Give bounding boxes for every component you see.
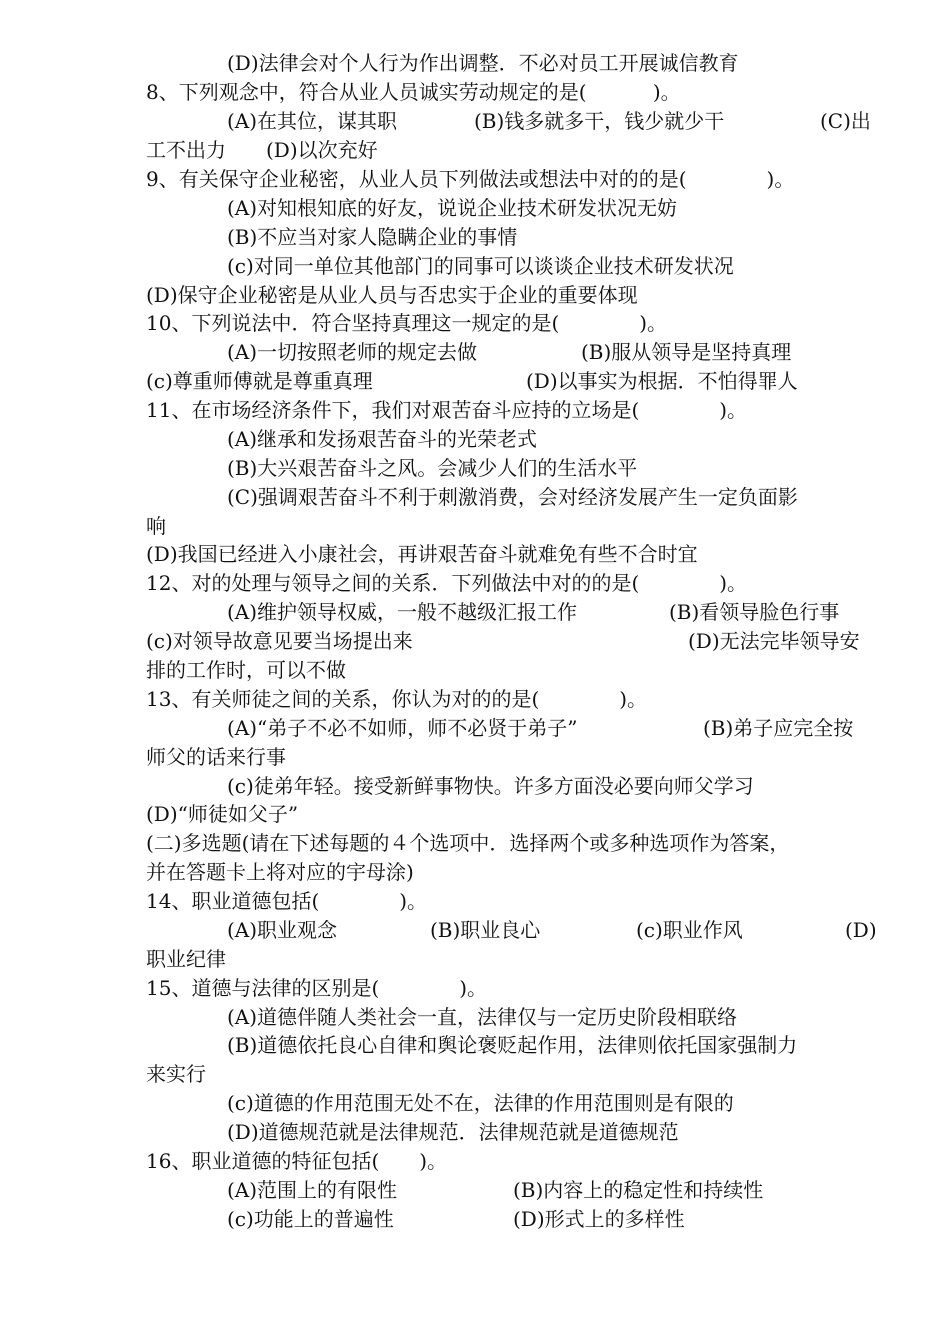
q14-stem: 14、职业道德包括( )。 — [146, 889, 428, 913]
q10-option-b: (B)服从领导是坚持真理 — [581, 340, 792, 364]
q8-option-a: (A)在其位，谋其职 — [227, 109, 398, 133]
q8-option-b: (B)钱多就多干，钱少就少干 — [474, 109, 725, 133]
q16-option-d: (D)形式上的多样性 — [513, 1207, 685, 1231]
q9-option-d: (D)保守企业秘密是从业人员与否忠实于企业的重要体现 — [146, 283, 638, 307]
q14-option-d: (D) — [845, 918, 877, 942]
q11-option-c-cont: 响 — [146, 514, 166, 538]
q8-stem: 8、下列观念中，符合从业人员诚实劳动规定的是( )。 — [146, 80, 681, 104]
q16-option-c: (c)功能上的普遍性 — [227, 1207, 394, 1231]
q13-option-c: (c)徒弟年轻。接受新鲜事物快。许多方面没必要向师父学习 — [227, 774, 754, 798]
q9-option-b: (B)不应当对家人隐瞒企业的事情 — [227, 225, 518, 249]
q15-stem: 15、道德与法律的区别是( )。 — [146, 976, 488, 1000]
q10-option-d: (D)以事实为根据．不怕得罪人 — [526, 369, 798, 393]
q13-option-b-cont: 师父的话来行事 — [146, 745, 286, 769]
q9-option-c: (c)对同一单位其他部门的同事可以谈谈企业技术研发状况 — [227, 254, 734, 278]
q15-option-b: (B)道德依托良心自律和舆论褒贬起作用，法律则依托国家强制力 — [227, 1033, 798, 1057]
q16-options-row-2 — [227, 1205, 807, 1233]
q16-stem: 16、职业道德的特征包括( )。 — [146, 1149, 448, 1173]
q11-option-b: (B)大兴艰苦奋斗之风。会减少人们的生活水平 — [227, 456, 638, 480]
q13-option-a: (A)“弟子不必不如师，师不必贤于弟子” — [227, 716, 578, 740]
q13-option-b: (B)弟子应完全按 — [703, 716, 854, 740]
q12-option-b: (B)看领导脸色行事 — [669, 600, 840, 624]
q14-options-row — [227, 916, 887, 944]
q10-stem: 10、下列说法中．符合坚持真理这一规定的是( )。 — [146, 311, 668, 335]
section-multi-choice-heading: (二)多选题(请在下述每题的４个选项中．选择两个或多种选项作为答案， — [146, 831, 790, 855]
q11-option-c: (C)强调艰苦奋斗不利于刺激消费，会对经济发展产生一定负面影 — [227, 485, 798, 509]
q10-option-c: (c)尊重师傅就是尊重真理 — [146, 369, 373, 393]
q16-option-a: (A)范围上的有限性 — [227, 1178, 398, 1202]
q14-option-a: (A)职业观念 — [227, 918, 338, 942]
q12-option-d-cont: 排的工作时，可以不做 — [146, 658, 346, 682]
q16-options-row-1 — [227, 1176, 807, 1204]
q14-option-b: (B)职业良心 — [430, 918, 541, 942]
q15-option-c: (c)道德的作用范围无处不在，法律的作用范围则是有限的 — [227, 1091, 734, 1115]
q11-option-a: (A)继承和发扬艰苦奋斗的光荣老式 — [227, 427, 538, 451]
q12-options-row-2 — [146, 627, 886, 655]
q16-option-b: (B)内容上的稳定性和持续性 — [513, 1178, 764, 1202]
q11-stem: 11、在市场经济条件下，我们对艰苦奋斗应持的立场是( )。 — [146, 398, 748, 422]
q13-options-row-1 — [227, 714, 887, 742]
q13-option-d: (D)“师徒如父子” — [146, 802, 299, 826]
q15-option-b-cont: 来实行 — [146, 1062, 206, 1086]
q7-option-d: (D)法律会对个人行为作出调整．不必对员工开展诚信教育 — [227, 51, 739, 75]
q14-option-c: (c)职业作风 — [636, 918, 743, 942]
q12-option-d: (D)无法完毕领导安 — [688, 629, 860, 653]
q15-option-a: (A)道德伴随人类社会一直，法律仅与一定历史阶段相联络 — [227, 1005, 738, 1029]
q10-option-a: (A)一切按照老师的规定去做 — [227, 340, 478, 364]
q11-option-d: (D)我国已经进入小康社会，再讲艰苦奋斗就难免有些不合时宜 — [146, 542, 698, 566]
q9-option-a: (A)对知根知底的好友，说说企业技术研发状况无妨 — [227, 196, 678, 220]
q8-options-row — [227, 107, 877, 135]
section-multi-choice-heading-cont: 并在答题卡上将对应的宇母涂) — [146, 860, 414, 884]
q13-stem: 13、有关师徒之间的关系，你认为对的的是( )。 — [146, 687, 648, 711]
q10-options-row-1 — [227, 338, 827, 366]
q8-option-c: (C)出 — [820, 109, 871, 133]
q12-option-a: (A)维护领导权威，一般不越级汇报工作 — [227, 600, 578, 624]
q8-options-cont: 工不出力 (D)以次充好 — [146, 138, 378, 162]
q12-stem: 12、对的处理与领导之间的关系．下列做法中对的的是( )。 — [146, 571, 748, 595]
q9-stem: 9、有关保守企业秘密，从业人员下列做法或想法中对的的是( )。 — [146, 167, 795, 191]
q15-option-d: (D)道德规范就是法律规范．法律规范就是道德规范 — [227, 1120, 679, 1144]
q14-option-d-cont: 职业纪律 — [146, 947, 226, 971]
q12-option-c: (c)对领导故意见要当场提出来 — [146, 629, 413, 653]
q12-options-row-1 — [227, 598, 867, 626]
q10-options-row-2 — [146, 367, 846, 395]
